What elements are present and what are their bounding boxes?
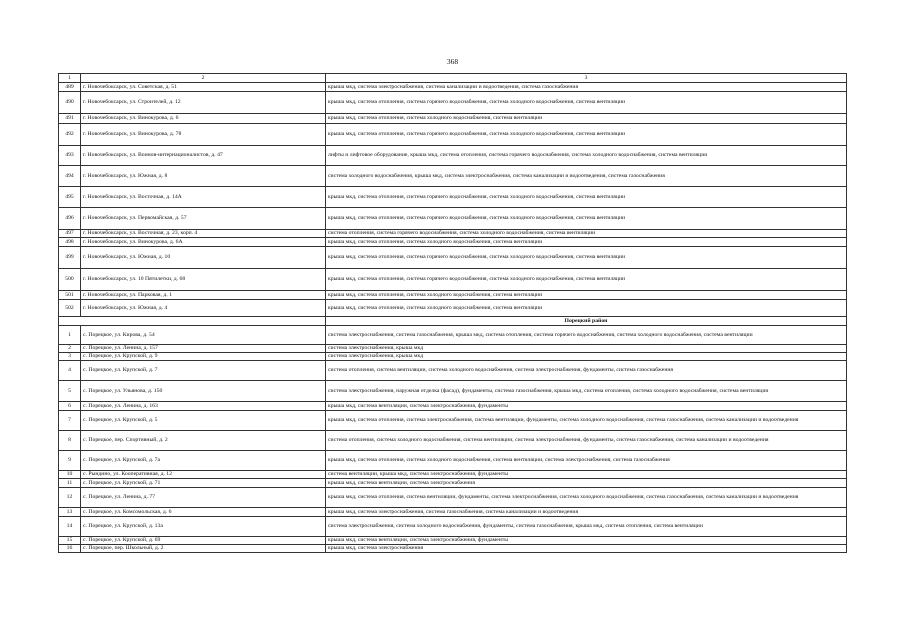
address-cell: г. Новочебоксарск, ул. Первомайская, д. 57: [81, 208, 326, 230]
table-row: [59, 291, 847, 300]
header-cell-3: 3: [326, 74, 847, 83]
works-cell: лифты и лифтовое оборудование, крыша мкд, система отопления, система горячего водоснабжения, система холодного водоснабжения, система вентиляции: [326, 146, 847, 166]
address-cell: с. Порецкое, ул. Крупской, д. 7а: [81, 451, 326, 471]
works-cell: крыша мкд, система электроснабжения, система газоснабжения, система канализации и водоотведения: [326, 508, 847, 517]
address-cell: с. Порецкое, ул. Крупской, д. 5: [81, 411, 326, 431]
address-cell: г. Новочебоксарск, ул. Советская, д. 51: [81, 83, 326, 92]
row-number: 496: [59, 208, 81, 230]
works-cell: крыша мкд, система отопления, система электроснабжения, система вентиляции, фундаменты, система холодного водоснабжения, система газоснабжения, система канализации и водоотведения: [326, 411, 847, 431]
address-cell: г. Новочебоксарск, ул. Винокурова, д. 6: [81, 114, 326, 124]
table-row: [59, 83, 847, 92]
table-row: [59, 114, 847, 124]
address-cell: г. Новочебоксарск, ул. Южная, д. 8: [81, 166, 326, 187]
page-number: 368: [446, 57, 459, 66]
table-row: [59, 124, 847, 146]
table-row: [59, 411, 847, 431]
row-number: 500: [59, 269, 81, 291]
row-number: 497: [59, 230, 81, 238]
works-cell: крыша мкд, система отопления, система холодного водоснабжения, система вентиляции: [326, 238, 847, 247]
address-cell: г. Новочебоксарск, ул. Строителей, д. 12: [81, 92, 326, 114]
works-cell: система электроснабжения, наружная отделка (фасад), фундаменты, система газоснабжения, крыша мкд, система отопления, система холодного водоснабжения, система вентиляции: [326, 381, 847, 402]
table-row: [59, 187, 847, 208]
works-cell: крыша мкд, система отопления, система вентиляции, фундаменты, система электроснабжения, система холодного водоснабжения, система газоснабжения, система канализации и водоотведения: [326, 488, 847, 508]
table-row: [59, 488, 847, 508]
row-number: 16: [59, 545, 81, 553]
address-cell: г. Новочебоксарск, ул. Восточная, д. 14А: [81, 187, 326, 208]
address-cell: с. Порецкое, ул. Ленина, д. 163: [81, 402, 326, 411]
address-cell: г. Новочебоксарск, ул. Винокурова, д. 6А: [81, 238, 326, 247]
address-cell: г. Новочебоксарск, ул. Винокурова, д. 78: [81, 124, 326, 146]
row-number: 494: [59, 166, 81, 187]
address-cell: г. Новочебоксарск, ул. 10 Пятилетки, д. 68: [81, 269, 326, 291]
works-cell: система электроснабжения, крыша мкд: [326, 345, 847, 353]
table-row: [59, 345, 847, 353]
address-cell: с. Порецкое, ул. Ленина, д. 77: [81, 488, 326, 508]
row-number: 1: [59, 326, 81, 345]
registry-table: [58, 73, 847, 553]
table-row: [59, 451, 847, 471]
row-number: 11: [59, 479, 81, 488]
works-cell: система холодного водоснабжения, крыша мкд, система электроснабжения, система канализации и водоотведения, система газоснабжения: [326, 166, 847, 187]
works-cell: крыша мкд, система отопления, система горячего водоснабжения, система холодного водоснабжения, система вентиляции: [326, 269, 847, 291]
works-cell: система электроснабжения, крыша мкд: [326, 353, 847, 361]
row-number: 493: [59, 146, 81, 166]
row-number: 12: [59, 488, 81, 508]
row-number: 495: [59, 187, 81, 208]
row-number: 15: [59, 537, 81, 545]
row-number: 5: [59, 381, 81, 402]
table-row: [59, 479, 847, 488]
address-cell: с. Порецкое, ул. Крупской, д. 69: [81, 537, 326, 545]
row-number: 501: [59, 291, 81, 300]
table-row: [59, 92, 847, 114]
section-title: Порецкий район: [326, 317, 847, 326]
row-number: 499: [59, 247, 81, 269]
address-cell: с. Порецкое, пер. Спортивный, д. 2: [81, 431, 326, 451]
header-cell-2: 2: [81, 74, 326, 83]
works-cell: крыша мкд, система отопления, система холодного водоснабжения, система вентиляции, система электроснабжения, система газоснабжения: [326, 451, 847, 471]
table-row: [59, 537, 847, 545]
address-cell: с. Порецкое, ул. Ленина, д. 157: [81, 345, 326, 353]
row-number: 10: [59, 471, 81, 479]
row-number: 4: [59, 361, 81, 381]
address-cell: г. Новочебоксарск, ул. Парковая, д. 1: [81, 291, 326, 300]
works-cell: крыша мкд, система отопления, система холодного водоснабжения, система вентиляции: [326, 300, 847, 317]
address-cell: с. Порецкое, ул. Комсомольская, д. 6: [81, 508, 326, 517]
table-row: [59, 146, 847, 166]
table-row: [59, 230, 847, 238]
works-cell: крыша мкд, система вентиляции, система электроснабжения, фундаменты: [326, 402, 847, 411]
row-number: 8: [59, 431, 81, 451]
row-number: 490: [59, 92, 81, 114]
table-row: [59, 166, 847, 187]
empty-cell: [59, 317, 326, 326]
works-cell: крыша мкд, система отопления, система горячего водоснабжения, система холодного водоснабжения, система вентиляции: [326, 247, 847, 269]
row-number: 7: [59, 411, 81, 431]
row-number: 9: [59, 451, 81, 471]
address-cell: с. Рындино, ул. Кооперативная, д. 12: [81, 471, 326, 479]
address-cell: с. Порецкое, ул. Ульянова, д. 150: [81, 381, 326, 402]
address-cell: г. Новочебоксарск, ул. Воинов-интернационалистов, д. 47: [81, 146, 326, 166]
table-row: [59, 471, 847, 479]
row-number: 489: [59, 83, 81, 92]
works-cell: крыша мкд, система электроснабжения, система канализации и водоотведения, система газоснабжения: [326, 83, 847, 92]
table-row: [59, 300, 847, 317]
address-cell: с. Порецкое, ул. Крупской, д. 71: [81, 479, 326, 488]
header-row: [59, 74, 847, 83]
works-cell: система вентиляции, крыша мкд, система электроснабжения, фундаменты: [326, 471, 847, 479]
address-cell: г. Новочебоксарск, ул. Восточная, д. 23, корп. 4: [81, 230, 326, 238]
works-cell: система отопления, система вентиляции, система холодного водоснабжения, система электроснабжения, фундаменты, система газоснабжения: [326, 361, 847, 381]
table-row: [59, 353, 847, 361]
works-cell: система электроснабжения, система холодного водоснабжения, фундаменты, система газоснабжения, крыша мкд, система отопления, система вентиляции: [326, 517, 847, 537]
works-cell: система отопления, система холодного водоснабжения, система вентиляции, система электроснабжения, фундаменты, система газоснабжения, система канализации и водоотведения: [326, 431, 847, 451]
works-cell: крыша мкд, система отопления, система горячего водоснабжения, система холодного водоснабжения, система вентиляции: [326, 187, 847, 208]
row-number: 2: [59, 345, 81, 353]
table-row: [59, 326, 847, 345]
address-cell: с. Порецкое, ул. Крупской, д. 13а: [81, 517, 326, 537]
table-row: [59, 269, 847, 291]
section-row: [59, 317, 847, 326]
works-cell: система отопления, система горячего водоснабжения, система холодного водоснабжения, система вентиляции: [326, 230, 847, 238]
works-cell: крыша мкд, система вентиляции, система электроснабжения, фундаменты: [326, 537, 847, 545]
address-cell: с. Порецкое, ул. Крупской, д. 9: [81, 353, 326, 361]
works-cell: крыша мкд, система отопления, система холодного водоснабжения, система вентиляции: [326, 291, 847, 300]
table-row: [59, 431, 847, 451]
address-cell: с. Порецкое, пер. Школьный, д. 2: [81, 545, 326, 553]
table-row: [59, 208, 847, 230]
row-number: 14: [59, 517, 81, 537]
works-cell: крыша мкд, система отопления, система холодного водоснабжения, система вентиляции: [326, 114, 847, 124]
table-row: [59, 238, 847, 247]
table-row: [59, 545, 847, 553]
works-cell: крыша мкд, система электроснабжения: [326, 545, 847, 553]
address-cell: г. Новочебоксарск, ул. Южная, д. 4: [81, 300, 326, 317]
works-cell: крыша мкд, система отопления, система горячего водоснабжения, система холодного водоснабжения, система вентиляции: [326, 124, 847, 146]
works-cell: крыша мкд, система отопления, система горячего водоснабжения, система холодного водоснабжения, система вентиляции: [326, 208, 847, 230]
address-cell: с. Порецкое, ул. Кирова, д. 54: [81, 326, 326, 345]
table-row: [59, 517, 847, 537]
row-number: 498: [59, 238, 81, 247]
table-row: [59, 361, 847, 381]
table-row: [59, 508, 847, 517]
row-number: 3: [59, 353, 81, 361]
works-cell: крыша мкд, система вентиляции, система электроснабжения: [326, 479, 847, 488]
row-number: 492: [59, 124, 81, 146]
table-row: [59, 402, 847, 411]
works-cell: крыша мкд, система отопления, система горячего водоснабжения, система холодного водоснабжения, система вентиляции: [326, 92, 847, 114]
row-number: 502: [59, 300, 81, 317]
table-row: [59, 381, 847, 402]
header-cell-1: 1: [59, 74, 81, 83]
row-number: 491: [59, 114, 81, 124]
works-cell: система электроснабжения, система газоснабжения, крыша мкд, система отопления, система горячего водоснабжения, система холодного водоснабжения, система вентиляции: [326, 326, 847, 345]
address-cell: с. Порецкое, ул. Крупской, д. 7: [81, 361, 326, 381]
row-number: 6: [59, 402, 81, 411]
address-cell: г. Новочебоксарск, ул. Южная, д. 10: [81, 247, 326, 269]
row-number: 13: [59, 508, 81, 517]
table-row: [59, 247, 847, 269]
